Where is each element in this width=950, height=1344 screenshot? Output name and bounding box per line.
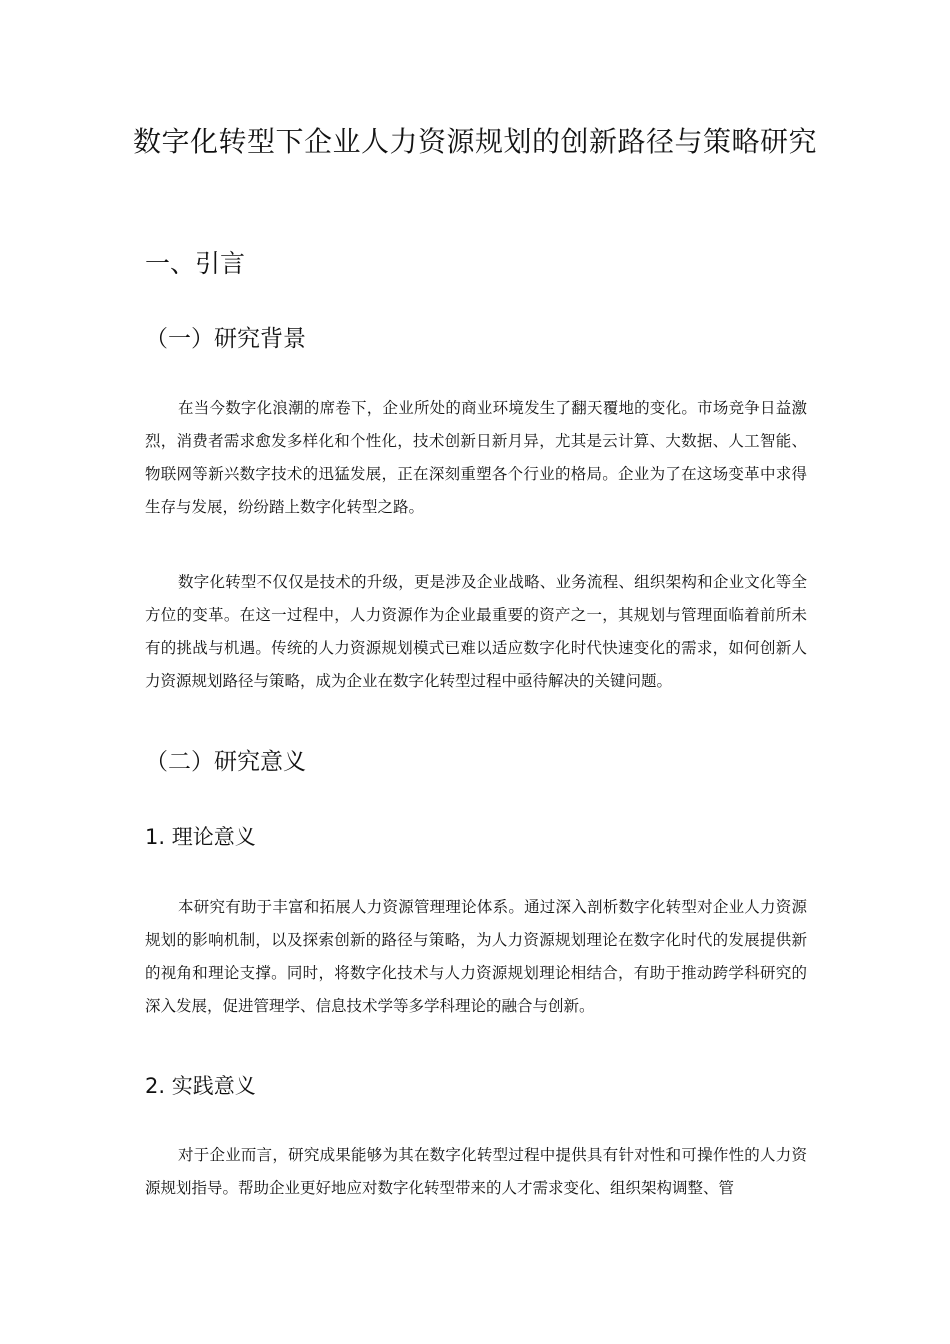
paragraph-practical: 对于企业而言，研究成果能够为其在数字化转型过程中提供具有针对性和可操作性的人力资源规划指导。帮助企业更好地应对数字化转型带来的人才需求变化、组织架构调整、管 xyxy=(145,1146,807,1197)
subsection-heading-significance: （二）研究意义 xyxy=(145,749,306,775)
subsection-heading-background: （一）研究背景 xyxy=(145,326,306,352)
item-heading-practical: 2. 实践意义 xyxy=(145,1074,256,1098)
paragraph-background-2: 数字化转型不仅仅是技术的升级，更是涉及企业战略、业务流程、组织架构和企业文化等全方位的变革。在这一过程中，人力资源作为企业最重要的资产之一，其规划与管理面临着前所未有的挑战与机遇。传统的人力资源规划模式已难以适应数字化时代快速变化的需求，如何创新人力资源规划路径与策略，成为企业在数字化转型过程中亟待解决的关键问题。 xyxy=(145,573,807,690)
paragraph-background-1: 在当今数字化浪潮的席卷下，企业所处的商业环境发生了翻天覆地的变化。市场竞争日益激烈，消费者需求愈发多样化和个性化，技术创新日新月异，尤其是云计算、大数据、人工智能、物联网等新兴数字技术的迅猛发展，正在深刻重塑各个行业的格局。企业为了在这场变革中求得生存与发展，纷纷踏上数字化转型之路。 xyxy=(145,399,807,516)
paragraph-theoretical: 本研究有助于丰富和拓展人力资源管理理论体系。通过深入剖析数字化转型对企业人力资源规划的影响机制，以及探索创新的路径与策略，为人力资源规划理论在数字化时代的发展提供新的视角和理论支撑。同时，将数字化技术与人力资源规划理论相结合，有助于推动跨学科研究的深入发展，促进管理学、信息技术学等多学科理论的融合与创新。 xyxy=(145,898,807,1015)
section-heading-introduction: 一、引言 xyxy=(145,249,246,278)
item-heading-theoretical: 1. 理论意义 xyxy=(145,825,256,849)
document-title: 数字化转型下企业人力资源规划的创新路径与策略研究 xyxy=(132,125,817,158)
